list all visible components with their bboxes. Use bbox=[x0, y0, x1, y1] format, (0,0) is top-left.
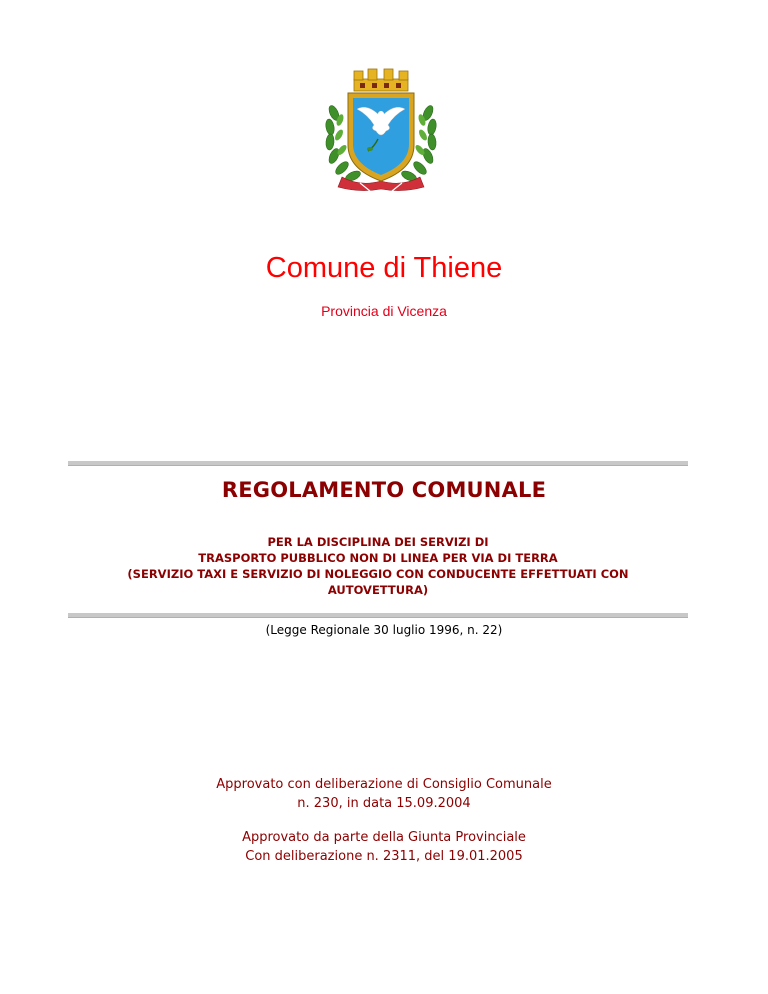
province-name: Provincia di Vicenza bbox=[321, 303, 447, 319]
regulation-title: REGOLAMENTO COMUNALE bbox=[221, 478, 547, 502]
regulation-subtitle bbox=[68, 534, 688, 598]
approval-line: Approvato con deliberazione di Consiglio Comunale bbox=[216, 777, 552, 792]
top-divider bbox=[68, 461, 688, 466]
provincial-approval bbox=[0, 828, 768, 866]
law-reference: (Legge Regionale 30 luglio 1996, n. 22) bbox=[265, 623, 503, 637]
bottom-divider bbox=[68, 613, 688, 618]
approval-line: Con deliberazione n. 2311, del 19.01.2005 bbox=[245, 849, 523, 864]
subtitle-line: PER LA DISCIPLINA DEI SERVIZI DI bbox=[267, 535, 489, 549]
coat-of-arms-icon bbox=[320, 65, 442, 195]
municipality-name: Comune di Thiene bbox=[265, 252, 503, 284]
approval-line: n. 230, in data 15.09.2004 bbox=[297, 796, 471, 811]
subtitle-line: TRASPORTO PUBBLICO NON DI LINEA PER VIA DI TERRA bbox=[198, 551, 558, 565]
council-approval bbox=[0, 775, 768, 813]
subtitle-line: AUTOVETTURA) bbox=[327, 583, 429, 597]
subtitle-line: (SERVIZIO TAXI E SERVIZIO DI NOLEGGIO CON CONDUCENTE EFFETTUATI CON bbox=[127, 567, 629, 581]
approval-line: Approvato da parte della Giunta Provinciale bbox=[242, 830, 526, 845]
